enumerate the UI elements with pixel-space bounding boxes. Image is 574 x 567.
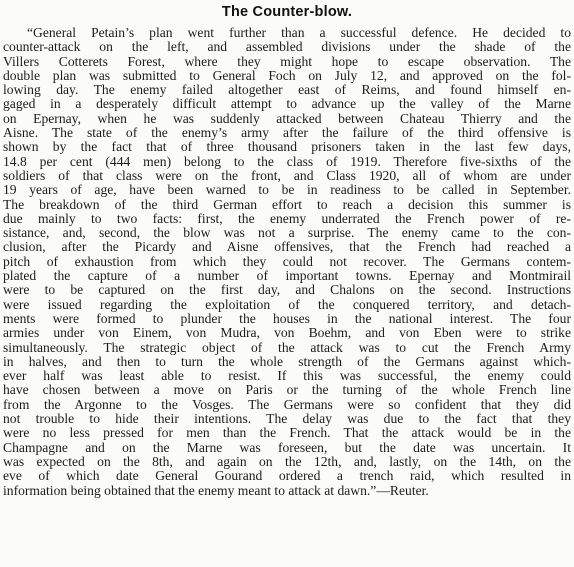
article-line: on Epernay, when he was suddenly attacked between Chateau Thierry and the bbox=[3, 111, 571, 126]
article-line: ments were formed to plunder the houses in the national interest. The four bbox=[3, 311, 571, 326]
article-line: information being obtained that the enemy meant to attack at dawn.”—Reuter. bbox=[3, 483, 429, 498]
article-line: lowing day. The enemy failed altogether east of Reims, and found himself en- bbox=[3, 83, 571, 98]
article-line: pitch of exhaustion from which they could not recover. The Germans contem- bbox=[3, 254, 571, 269]
article-line: 19 years of age, have been warned to be in readiness to be called in September. bbox=[3, 183, 571, 198]
article-line: soldiers of that class were on the front, and Class 1920, all of whom are under bbox=[3, 168, 571, 183]
article-line: were issued regarding the exploitation of the conquered territory, and detach- bbox=[3, 297, 571, 312]
article-line: simultaneously. The strategic object of the attack was to cut the French Army bbox=[3, 340, 571, 355]
article-line: was expected on the 8th, and again on the 12th, and, lastly, on the 14th, on the bbox=[3, 454, 571, 469]
article-line: eve of which date General Gourand ordered a trench raid, which resulted in bbox=[3, 469, 571, 484]
article-line: from the Argonne to the Vosges. The Germans were so confident that they did bbox=[3, 397, 571, 412]
article-headline: The Counter-blow. bbox=[221, 4, 353, 20]
article-line: plated the capture of a number of important towns. Epernay and Montmirail bbox=[3, 269, 571, 284]
article-line: “General Petain’s plan went further than a successful defence. He decided to bbox=[27, 26, 571, 40]
article-line: Champagne and on the Marne was foreseen, but the date was uncertain. It bbox=[3, 440, 571, 455]
article-line: not trouble to hide their intentions. The delay was due to the fact that they bbox=[3, 412, 571, 427]
article-line: 14.8 per cent (444 men) belong to the class of 1919. Therefore five-sixths of the bbox=[3, 154, 571, 169]
article-line: have chosen between a move on Paris or the turning of the whole French line bbox=[3, 383, 571, 398]
article-line: double plan was submitted to General Foch on July 12, and approved on the fol- bbox=[3, 68, 571, 83]
article-line: sistance, and, second, the blow was not a surprise. The enemy came to the con- bbox=[3, 226, 571, 241]
article-line: armies under von Einem, von Mudra, von Boehm, and von Eben were to strike bbox=[3, 326, 571, 341]
article-line: Villers Cotterets Forest, where they might hope to escape observation. The bbox=[3, 54, 571, 69]
article-line: were to be captured on the first day, and Chalons on the second. Instructions bbox=[3, 283, 571, 298]
article-line: The breakdown of the third German effort to reach a decision this summer is bbox=[3, 197, 571, 212]
article-body bbox=[3, 26, 571, 498]
article-line: clusion, after the Picardy and Aisne offensives, that the French had reached a bbox=[3, 240, 571, 255]
article-line: shown by the fact that of three thousand prisoners taken in the last few days, bbox=[3, 140, 571, 155]
article-line: due mainly to two facts: first, the enemy underrated the French power of re- bbox=[3, 211, 571, 226]
article-line: gaged in a desperately difficult attempt to advance up the valley of the Marne bbox=[3, 97, 571, 112]
article-line: Aisne. The state of the enemy’s army after the failure of the third offensive is bbox=[3, 126, 571, 141]
article-line: counter-attack on the left, and assembled divisions under the shade of the bbox=[3, 40, 571, 55]
article-line: ever half was least able to resist. If this was successful, the enemy could bbox=[3, 369, 571, 384]
article-line: were no less pressed for men than the French. That the attack would be in the bbox=[3, 426, 571, 441]
article-line: in halves, and then to turn the whole strength of the Germans against which- bbox=[3, 354, 571, 369]
